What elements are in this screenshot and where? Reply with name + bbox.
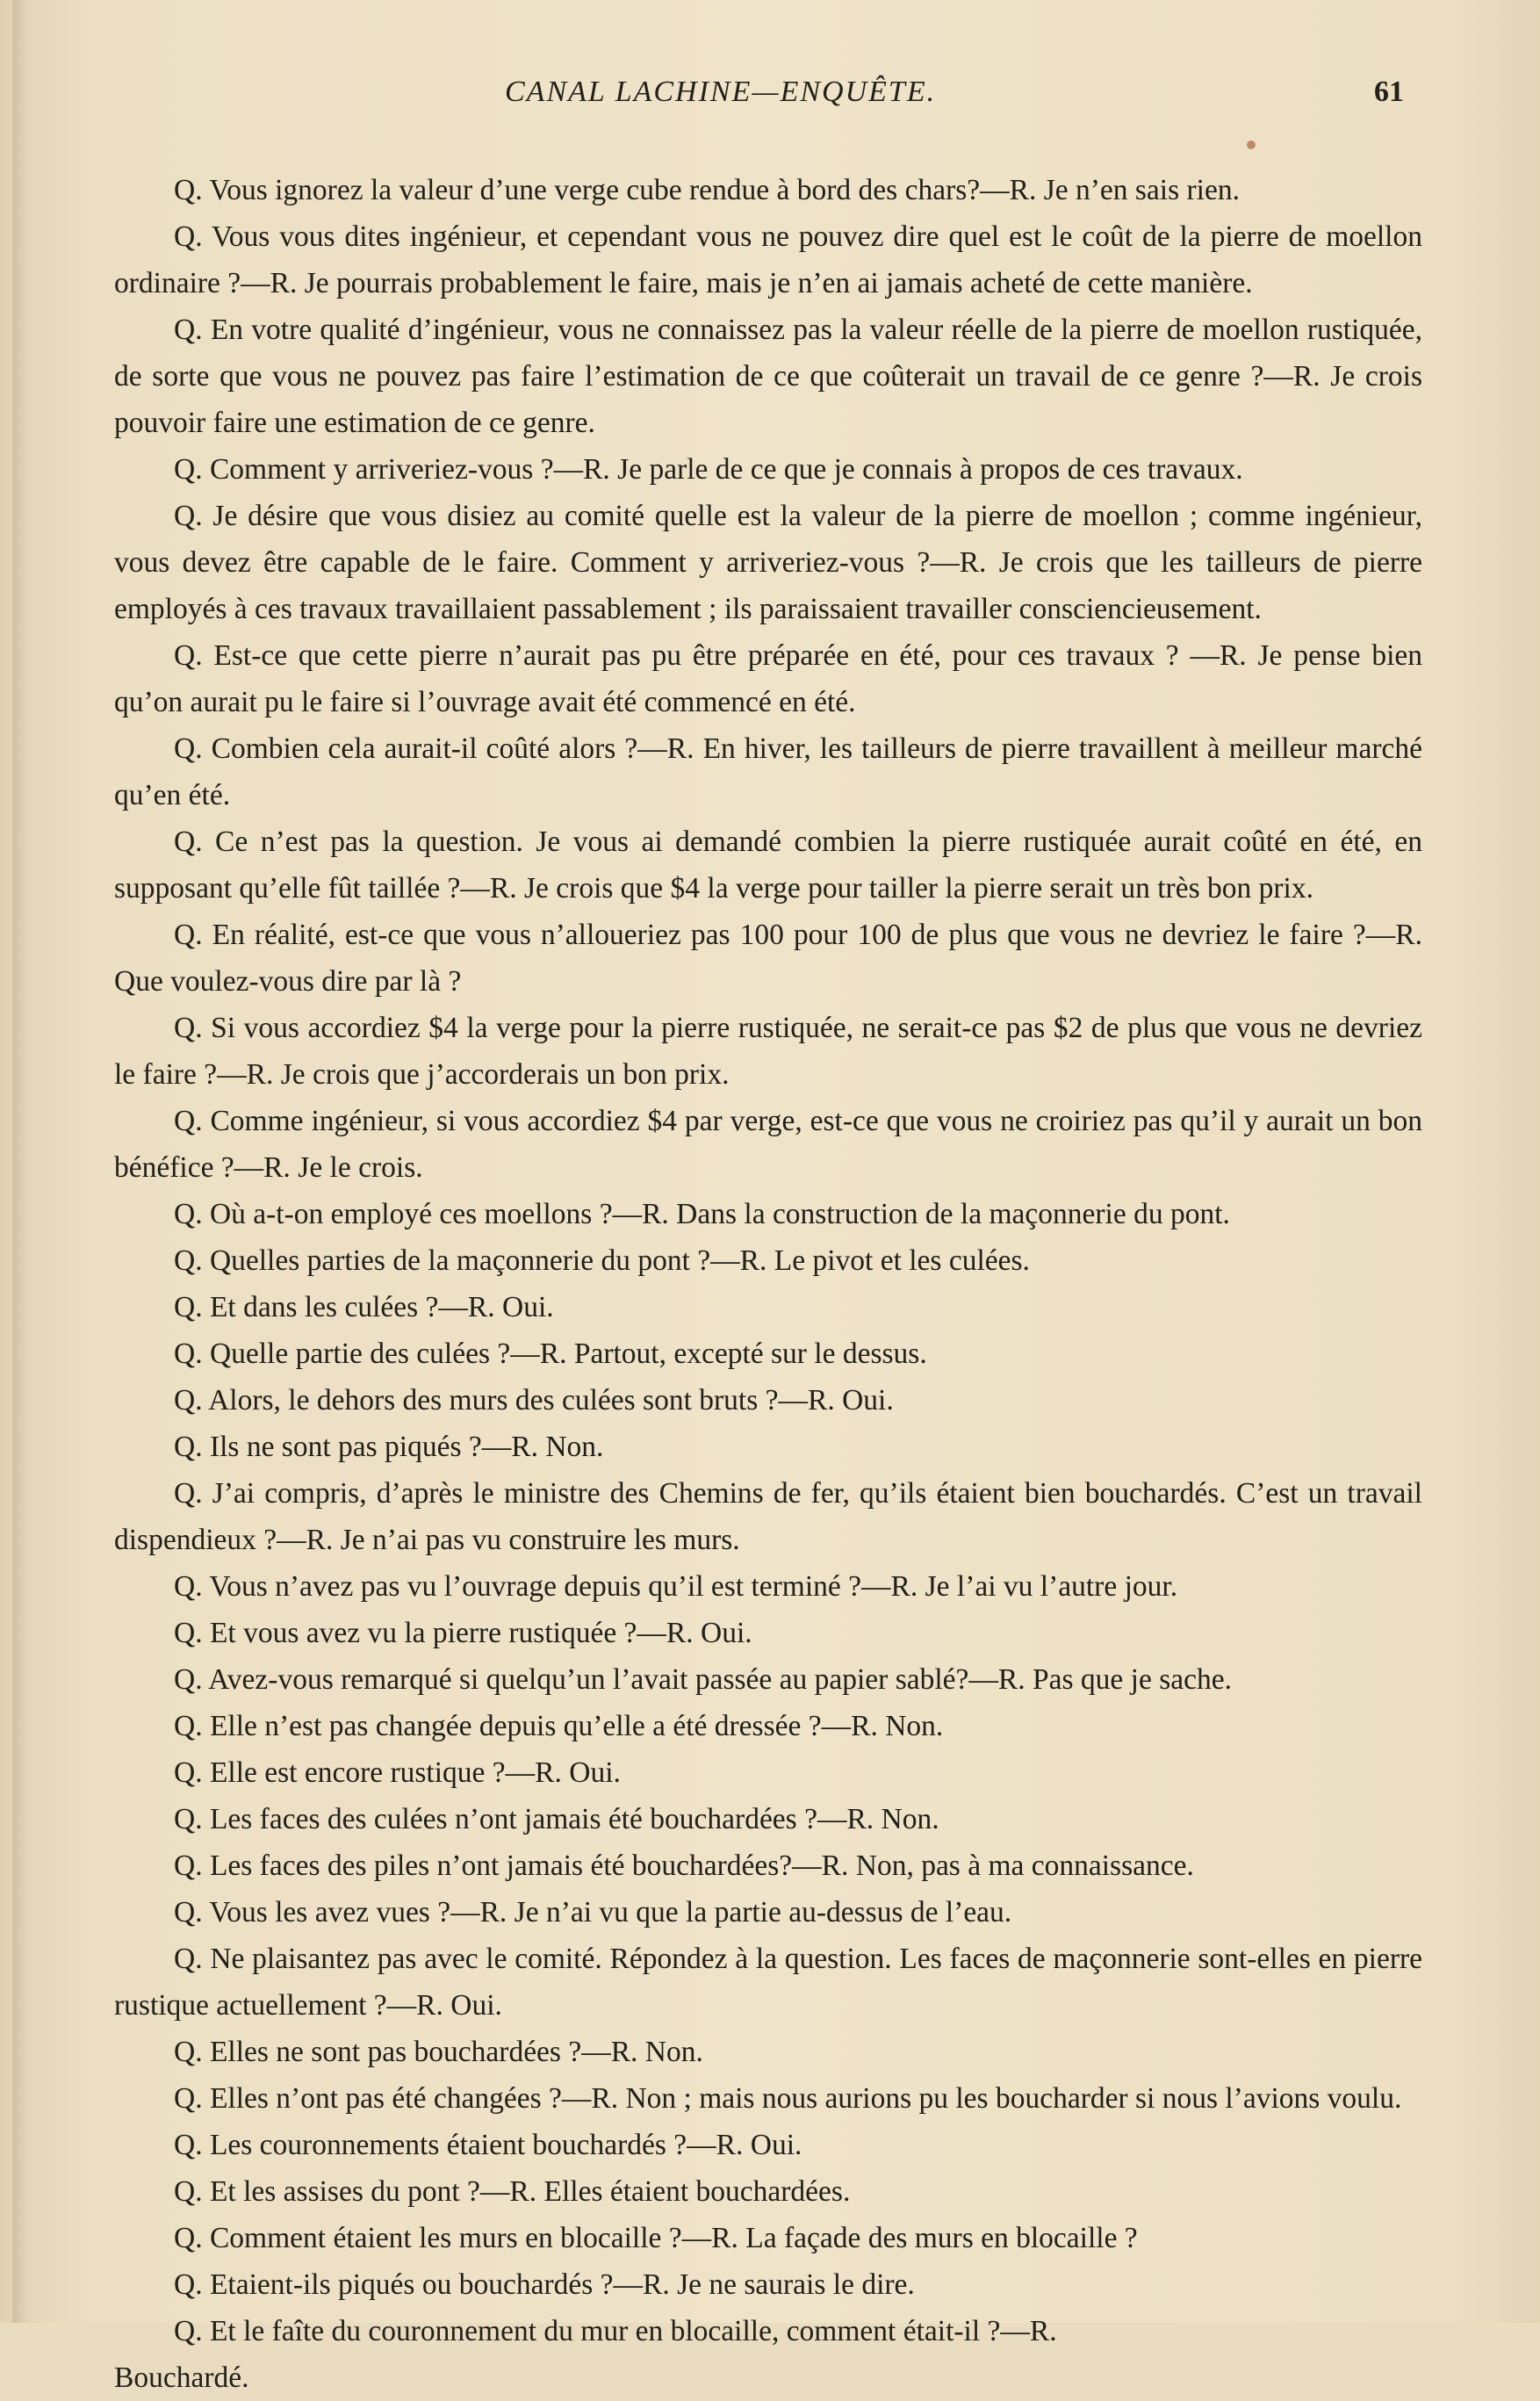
paragraph: Q. En réalité, est-ce que vous n’alloueriez pas 100 pour 100 de plus que vous ne devriez le faire ?—R. Que voulez-vous dire par là ? <box>114 919 1422 998</box>
paragraph: Q. Et dans les culées ?—R. Oui. <box>174 1291 554 1323</box>
body-text <box>114 167 1422 2401</box>
paragraph: Q. Combien cela aurait-il coûté alors ?—R. En hiver, les tailleurs de pierre travaillent à meilleur marché qu’en été. <box>114 732 1422 811</box>
paragraph: Q. Alors, le dehors des murs des culées sont bruts ?—R. Oui. <box>174 1384 894 1417</box>
paragraph: Q. Elle n’est pas changée depuis qu’elle a été dressée ?—R. Non. <box>174 1710 944 1742</box>
paragraph: Q. Etaient-ils piqués ou bouchardés ?—R. Je ne saurais le dire. <box>174 2268 915 2301</box>
ink-speck-mark <box>1247 141 1256 149</box>
paragraph: Q. Et les assises du pont ?—R. Elles étaient bouchardées. <box>174 2175 851 2208</box>
paragraph: Q. Avez-vous remarqué si quelqu’un l’avait passée au papier sablé?—R. Pas que je sache. <box>174 1663 1232 1696</box>
running-title: CANAL LACHINE—ENQUÊTE. <box>505 76 937 108</box>
paragraph: Q. Elles ne sont pas bouchardées ?—R. Non. <box>174 2036 703 2068</box>
paragraph: Q. Vous les avez vues ?—R. Je n’ai vu que la partie au-dessus de l’eau. <box>174 1896 1012 1929</box>
paragraph: Q. Elle est encore rustique ?—R. Oui. <box>174 1756 621 1789</box>
page-number: 61 <box>1374 76 1404 108</box>
paragraph: Q. J’ai compris, d’après le ministre des Chemins de fer, qu’ils étaient bien bouchardés. C’est un travail dispendieux ?—R. Je n’ai pas vu construire les murs. <box>114 1477 1422 1556</box>
paragraph: Q. Elles n’ont pas été changées ?—R. Non ; mais nous aurions pu les boucharder si nous l’avions voulu. <box>174 2082 1402 2115</box>
paragraph: Q. Ils ne sont pas piqués ?—R. Non. <box>174 1431 604 1463</box>
paragraph: Q. Quelles parties de la maçonnerie du pont ?—R. Le pivot et les culées. <box>174 1244 1030 1277</box>
paragraph: Q. Vous n’avez pas vu l’ouvrage depuis qu’il est terminé ?—R. Je l’ai vu l’autre jour. <box>174 1570 1178 1603</box>
paragraph: Q. Je désire que vous disiez au comité quelle est la valeur de la pierre de moellon ; comme ingénieur, vous devez être capable de le faire. Comment y arriveriez-vous ?—R. Je crois que les tailleurs de pierre employés à ces travaux travaillaient passablement ; ils paraissaient travailler consciencieusement. <box>114 500 1422 625</box>
page-gutter-shadow <box>12 0 28 2323</box>
closing-line: Bouchardé. <box>114 2361 249 2394</box>
paragraph: Q. Où a-t-on employé ces moellons ?—R. Dans la construction de la maçonnerie du pont. <box>174 1198 1230 1230</box>
paragraph: Q. Et le faîte du couronnement du mur en blocaille, comment était-il ?—R. <box>174 2315 1057 2347</box>
paragraph: Q. Quelle partie des culées ?—R. Partout, excepté sur le dessus. <box>174 1337 927 1370</box>
paragraph: Q. Ne plaisantez pas avec le comité. Répondez à la question. Les faces de maçonnerie sont-elles en pierre rustique actuellement ?—R. Oui. <box>114 1943 1422 2022</box>
paragraph: Q. Si vous accordiez $4 la verge pour la pierre rustiquée, ne serait-ce pas $2 de plus que vous ne devriez le faire ?—R. Je crois que j’accorderais un bon prix. <box>114 1012 1422 1091</box>
paragraph: Q. Vous ignorez la valeur d’une verge cube rendue à bord des chars?—R. Je n’en sais rien. <box>174 174 1240 206</box>
paragraph: Q. En votre qualité d’ingénieur, vous ne connaissez pas la valeur réelle de la pierre de moellon rustiquée, de sorte que vous ne pouvez pas faire l’estimation de ce que coûterait un travail de ce genre ?—R. Je crois pouvoir faire une estimation de ce genre. <box>114 314 1422 439</box>
paragraph: Q. Vous vous dites ingénieur, et cependant vous ne pouvez dire quel est le coût de la pierre de moellon ordinaire ?—R. Je pourrais probablement le faire, mais je n’en ai jamais acheté de cette manière. <box>114 220 1422 299</box>
paragraph: Q. Les faces des piles n’ont jamais été bouchardées?—R. Non, pas à ma connaissance. <box>174 1849 1194 1882</box>
page-header <box>0 76 1540 128</box>
paragraph: Q. Comment y arriveriez-vous ?—R. Je parle de ce que je connais à propos de ces travaux. <box>174 453 1243 486</box>
paragraph: Q. Est-ce que cette pierre n’aurait pas pu être préparée en été, pour ces travaux ? —R. Je pense bien qu’on aurait pu le faire si l’ouvrage avait été commencé en été. <box>114 639 1422 718</box>
paragraph: Q. Comment étaient les murs en blocaille ?—R. La façade des murs en blocaille ? <box>174 2222 1138 2254</box>
paragraph: Q. Comme ingénieur, si vous accordiez $4 par verge, est-ce que vous ne croiriez pas qu’il y aurait un bon bénéfice ?—R. Je le crois. <box>114 1105 1422 1184</box>
paragraph: Q. Les couronnements étaient bouchardés ?—R. Oui. <box>174 2129 802 2161</box>
paragraph: Q. Et vous avez vu la pierre rustiquée ?—R. Oui. <box>174 1617 752 1649</box>
paragraph: Q. Ce n’est pas la question. Je vous ai demandé combien la pierre rustiquée aurait coûté en été, en supposant qu’elle fût taillée ?—R. Je crois que $4 la verge pour tailler la pierre serait un très bon prix. <box>114 826 1422 905</box>
paragraph: Q. Les faces des culées n’ont jamais été bouchardées ?—R. Non. <box>174 1803 939 1835</box>
